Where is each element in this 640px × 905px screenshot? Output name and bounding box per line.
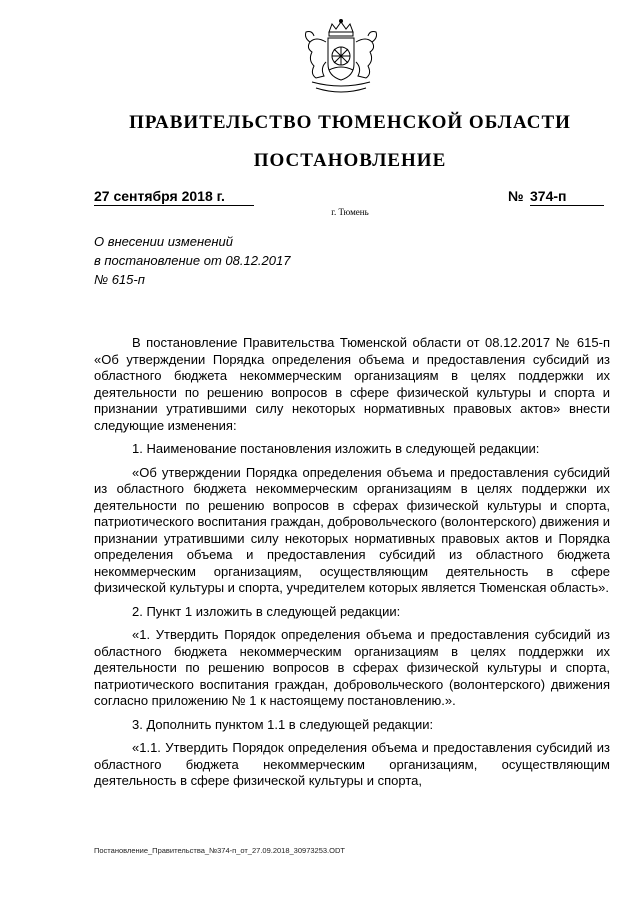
body-paragraph: 2. Пункт 1 изложить в следующей редакции: (132, 603, 401, 619)
number-label: № (508, 188, 524, 204)
subject-line: в постановление от 08.12.2017 (94, 253, 291, 268)
footer-filename: Постановление_Правительства_№374-п_от_27.09.2018_30973253.ODT (94, 846, 345, 855)
document-date: 27 сентября 2018 г. (94, 188, 254, 206)
body-paragraph: 3. Дополнить пунктом 1.1 в следующей редакции: (132, 716, 434, 732)
government-title: ПРАВИТЕЛЬСТВО ТЮМЕНСКОЙ ОБЛАСТИ (129, 112, 571, 133)
subject-line: О внесении изменений (94, 234, 233, 249)
body-paragraph: «Об утверждении Порядка определения объема и предоставления субсидий из областного бюджета некоммерческим организациям в целях поддержки их деятельности по решению вопросов в сферах физической культуры и спорта, патриотического воспитания граждан, добровольческого (волонтерского) движения и признании утратившими силу некоторых нормативных правовых актов и Порядка определения объема и предоставления субсидий из областного бюджета некоммерческим организациям, осуществляющим деятельность в сфере физической культуры и спорта, учредителем которых является Тюменская область». (94, 464, 610, 595)
coat-of-arms-icon (296, 18, 386, 100)
body-paragraph: 1. Наименование постановления изложить в следующей редакции: (132, 441, 540, 456)
document-type: ПОСТАНОВЛЕНИЕ (253, 150, 447, 171)
subject-line: № 615-п (94, 272, 145, 287)
document-number: 374-п (530, 188, 604, 206)
body-paragraph: «1.1. Утвердить Порядок определения объема и предоставления субсидий из областного бюджета некоммерческим организациям, осуществляющим деятельность в сфере физической культуры и спорта, (94, 740, 610, 788)
document-body (94, 335, 610, 797)
city: г. Тюмень (331, 207, 369, 217)
body-paragraph: «1. Утвердить Порядок определения объема и предоставления субсидий из областного бюджета некоммерческим организациям в целях поддержки их деятельности по решению вопросов в сферах физической культуры и спорта, патриотического воспитания граждан, добровольческого (волонтерского) движения согласно приложению № 1 к настоящему постановлению.». (94, 627, 610, 708)
document-subject (94, 232, 290, 289)
body-paragraph: В постановление Правительства Тюменской области от 08.12.2017 № 615-п «Об утверждении Порядка определения объема и предоставления субсидий из областного бюджета некоммерческим организациям в целях поддержки их деятельности по решению вопросов в сфере физической культуры и спорта и признании утратившими силу некоторых нормативных правовых актов» внести следующие изменения: (94, 335, 610, 433)
